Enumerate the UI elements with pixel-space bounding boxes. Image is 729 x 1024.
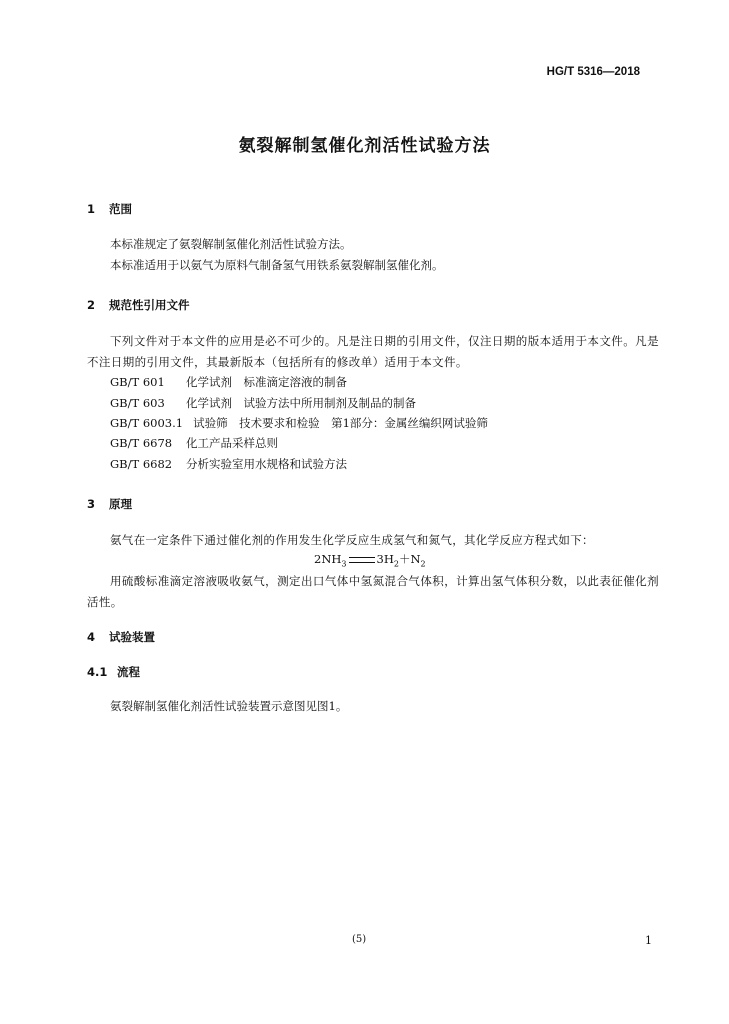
section-4-1-heading [87,664,140,680]
normative-intro-paragraph: 下列文件对于本文件的应用是必不可少的。凡是注日期的引用文件，仅注日期的版本适用于本文件。凡是不注日期的引用文件，其最新版本（包括所有的修改单）适用于本文件。 [87,334,659,369]
scope-paragraph-2: 本标准适用于以氨气为原料气制备氢气用铁系氨裂解制氢催化剂。 [110,258,444,272]
reference-title: 分析实验室用水规格和试验方法 [186,457,347,471]
reference-item [110,454,347,475]
equation-product: 3H [376,552,394,566]
reference-code: GB/T 601 [110,375,165,389]
document-title: 氨裂解制氢催化剂活性试验方法 [238,136,491,156]
reference-item [110,413,488,434]
reference-item [110,372,347,393]
reference-title: 化工产品采样总则 [186,436,278,450]
process-paragraph: 氨裂解制氢催化剂活性试验装置示意图见图1。 [110,699,348,713]
section-number: 1 [87,202,96,216]
equation-subscript: 3 [341,559,347,569]
section-2-heading [87,297,190,313]
reference-code: GB/T 6682 [110,457,173,471]
equation-subscript: 2 [420,559,426,569]
reference-code: GB/T 603 [110,396,165,410]
reference-title: 化学试剂 试验方法中所用制剂及制品的制备 [186,396,416,410]
reference-title: 试验筛 技术要求和检验 第1部分：金属丝编织网试验筛 [193,416,488,430]
equation-product: ＋N [398,552,421,566]
section-title: 流程 [117,665,140,679]
section-number: 4 [87,630,96,644]
reference-title: 化学试剂 标准滴定溶液的制备 [186,375,347,389]
section-4-heading [87,629,155,645]
principle-paragraph-1: 氨气在一定条件下通过催化剂的作用发生化学反应生成氢气和氮气，其化学反应方程式如下： [110,533,594,547]
reference-code: GB/T 6678 [110,436,173,450]
standard-number: HG/T 5316—2018 [546,66,640,78]
reference-item [110,393,416,414]
section-title: 原理 [109,497,132,511]
section-title: 规范性引用文件 [109,298,190,312]
reference-code: GB/T 6003.1 [110,416,184,430]
reference-item [110,433,278,454]
principle-paragraph-2: 用硫酸标准滴定溶液吸收氨气，测定出口气体中氢氮混合气体积，计算出氢气体积分数，以此表征催化剂活性。 [87,574,659,609]
section-number: 3 [87,497,96,511]
equation-subscript: 2 [393,559,399,569]
equation-reactant: NH [321,552,342,566]
scope-paragraph-1: 本标准规定了氨裂解制氢催化剂活性试验方法。 [110,237,352,251]
section-3-heading [87,496,132,512]
section-title: 试验装置 [109,630,155,644]
section-1-heading [87,201,132,217]
section-title: 范围 [109,202,132,216]
section-number: 2 [87,298,96,312]
page-number: 1 [645,934,652,947]
reaction-equation [314,551,426,568]
footer-sequence-number: (5) [352,934,367,945]
section-number: 4.1 [87,665,108,679]
equilibrium-sign [349,557,375,563]
equation-coefficient: 2 [314,552,322,566]
